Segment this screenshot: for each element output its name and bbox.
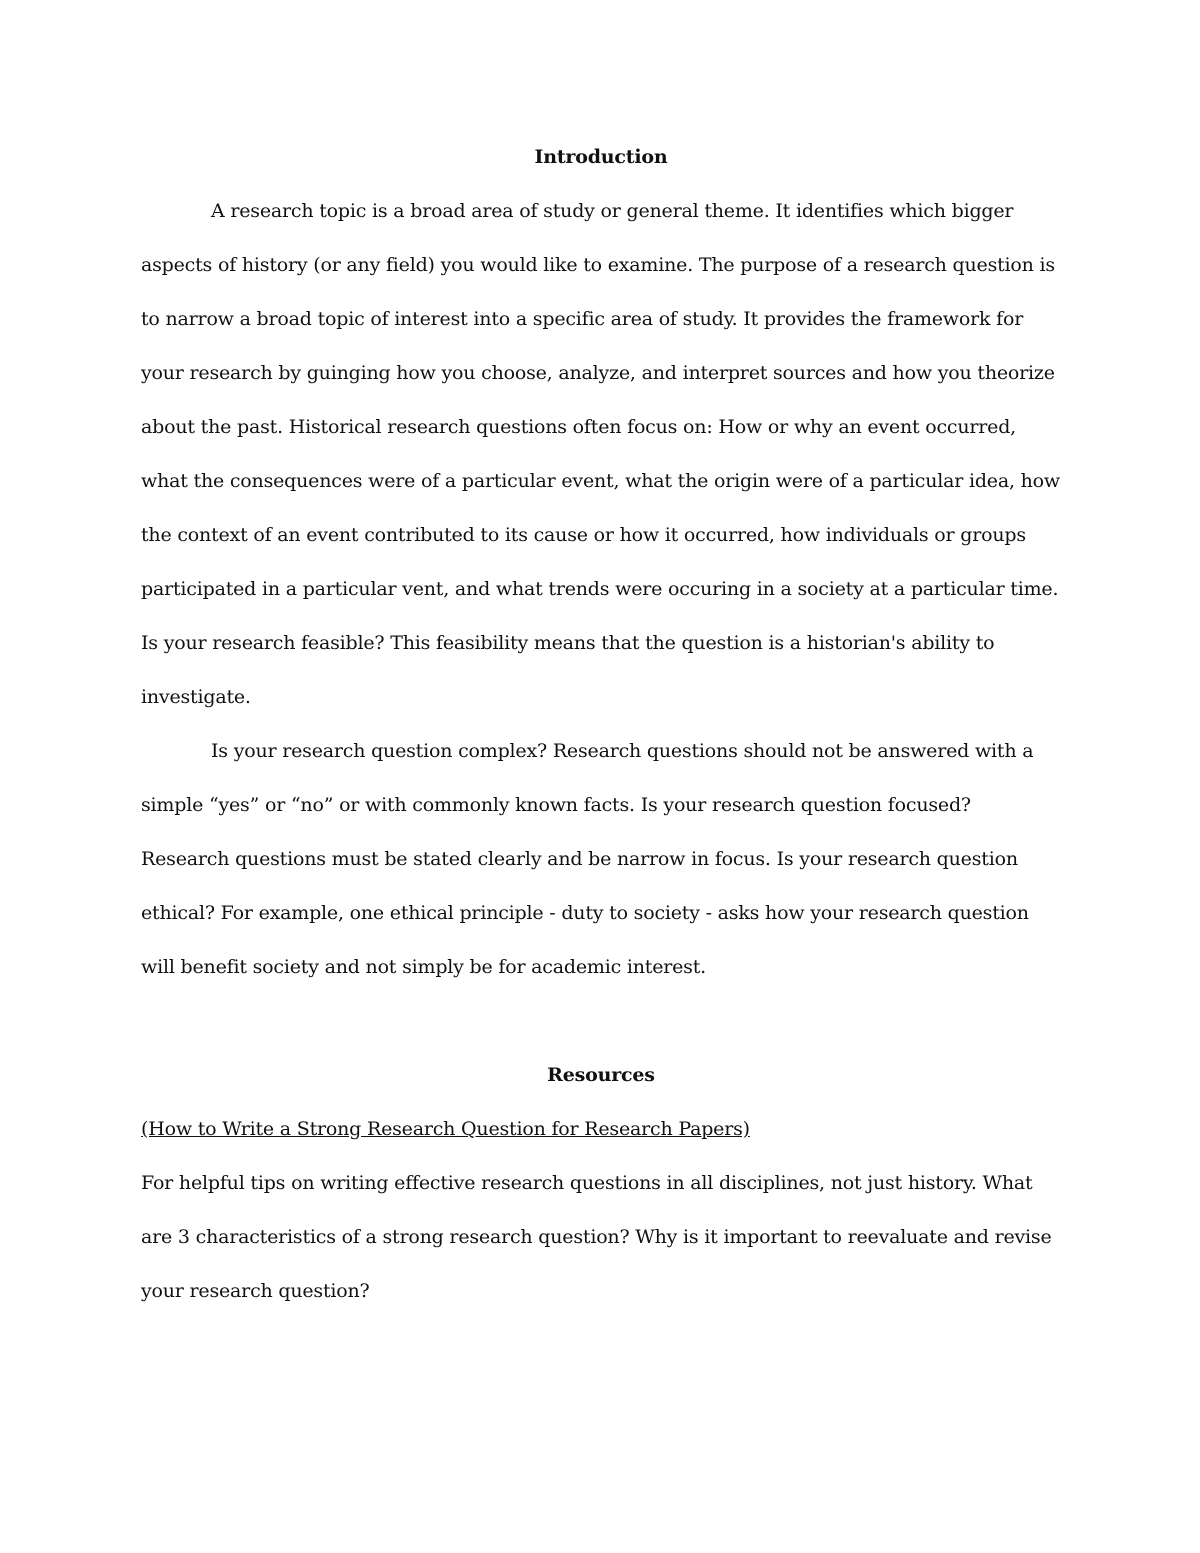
resource-link[interactable]: (How to Write a Strong Research Question for Research Papers) [141,1118,750,1140]
introduction-paragraph-1: A research topic is a broad area of study or general theme. It identifies which bigger aspects of history (or any field) you would like to examine. The purpose of a research question is to narrow a broad topic of interest into a specific area of study. It provides the framework for your research by guinging how you choose, analyze, and interpret sources and how you theorize about the past. Historical research questions often focus on: How or why an event occurred, what the consequences were of a particular event, what the origin were of a particular idea, how the context of an event contributed to its cause or how it occurred, how individuals or groups participated in a particular vent, and what trends were occuring in a society at a particular time. Is your research feasible? This feasibility means that the question is a historian's ability to investigate. [141,200,1060,708]
introduction-heading: Introduction [534,146,668,168]
section-spacer [141,994,1061,1048]
resources-heading: Resources [547,1064,655,1086]
introduction-paragraph-2: Is your research question complex? Research questions should not be answered with a simple “yes” or “no” or with commonly known facts. Is your research question focused? Research questions must be stated clearly and be narrow in focus. Is your research question ethical? For example, one ethical principle - duty to society - asks how your research question will benefit society and not simply be for academic interest. [141,740,1034,978]
document-body [141,130,1061,1318]
resource-description: For helpful tips on writing effective research questions in all disciplines, not just history. What are 3 characteristics of a strong research question? Why is it important to reevaluate and revise your research question? [141,1172,1052,1302]
